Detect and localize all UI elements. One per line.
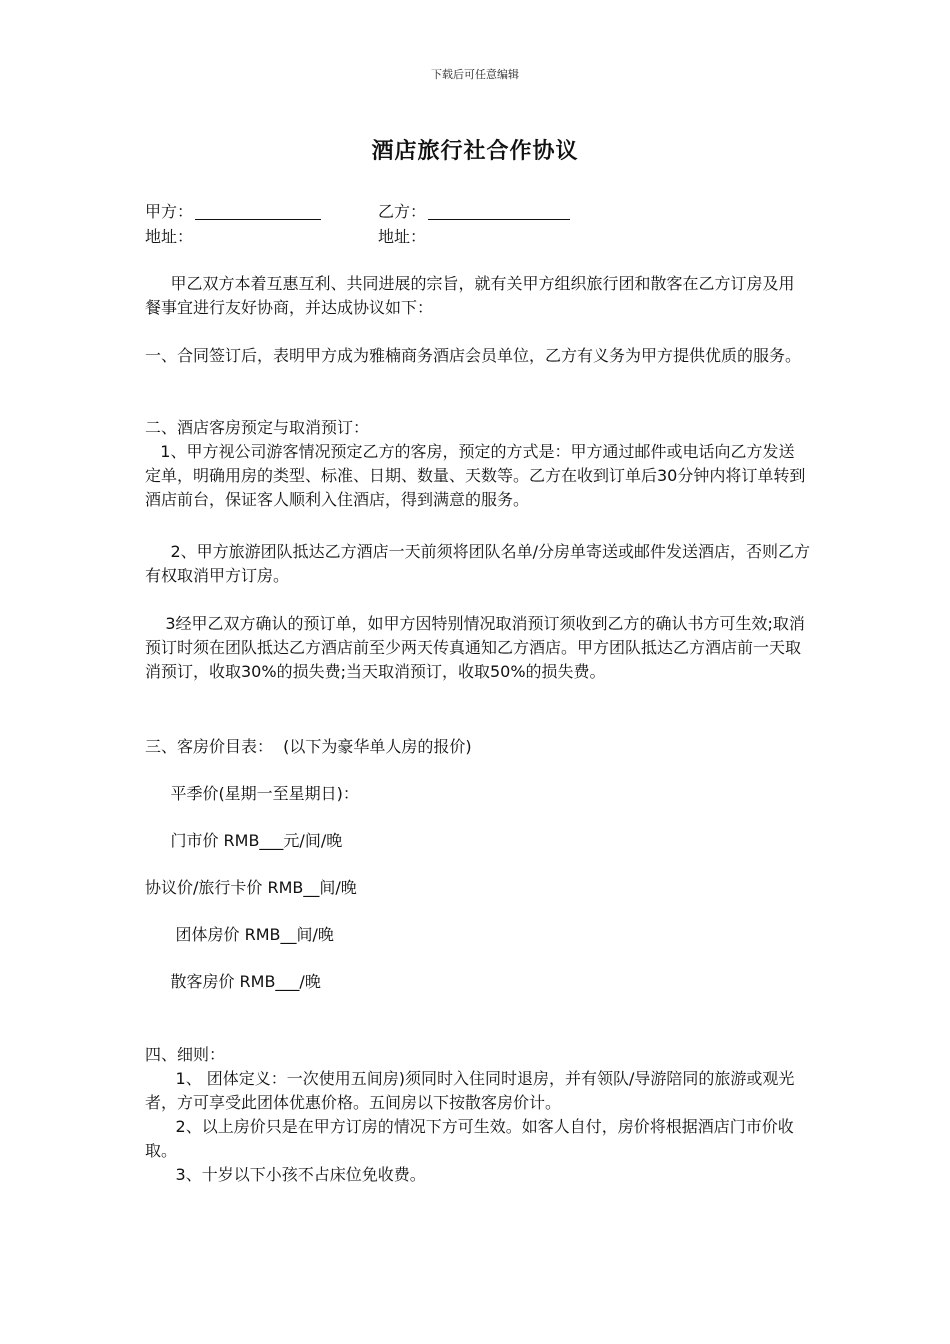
section-4-item-3: 3、十岁以下小孩不占床位免收费。 (145, 1165, 426, 1184)
section-2-heading: 二、酒店客房预定与取消预订： (145, 418, 370, 437)
address-a (145, 225, 378, 249)
section-4-item-2: 2、以上房价只是在甲方订房的情况下方可生效。如客人自付，房价将根据酒店门市价收取。 (145, 1117, 794, 1160)
section-2-item-3: 3经甲乙双方确认的预订单，如甲方因特别情况取消预订须收到乙方的确认书方可生效;取消预订时须在团队抵达乙方酒店前至少两天传真通知乙方酒店。甲方团队抵达乙方酒店前一天取消预订，收取30%的损失费;当天取消预订，收取50%的损失费。 (145, 614, 805, 681)
party-a-blank (195, 205, 321, 220)
address-b (378, 225, 611, 249)
season-rate-label: 平季价(星期一至星期日)： (145, 784, 359, 803)
header-note: 下载后可任意编辑 (431, 68, 519, 81)
party-b-label: 乙方： (378, 202, 427, 221)
section-4-item-1: 1、 团体定义：一次使用五间房)须同时入住同时退房，并有领队/导游陪同的旅游或观光者，方可享受此团体优惠价格。五间房以下按散客房价计。 (145, 1069, 795, 1112)
document-title: 酒店旅行社合作协议 (371, 138, 579, 164)
party-a (145, 200, 378, 224)
party-b-blank (428, 205, 570, 220)
door-rate: 门市价 RMB___元/间/晚 (145, 831, 343, 850)
intro-paragraph: 甲乙双方本着互惠互利、共同进展的宗旨，就有关甲方组织旅行团和散客在乙方订房及用餐事宜进行友好协商，并达成协议如下： (145, 274, 795, 317)
address-b-label: 地址： (378, 227, 427, 246)
section-3-heading: 三、客房价目表： (以下为豪华单人房的报价) (145, 737, 472, 756)
party-b (378, 200, 611, 224)
section-4-heading: 四、细则： (145, 1045, 226, 1064)
address-a-label: 地址： (145, 227, 194, 246)
section-2-item-2: 2、甲方旅游团队抵达乙方酒店一天前须将团队名单/分房单寄送或邮件发送酒店，否则乙方有权取消甲方订房。 (145, 542, 811, 585)
section-2-item-1: 1、甲方视公司游客情况预定乙方的客房，预定的方式是：甲方通过邮件或电话向乙方发送定单，明确用房的类型、标准、日期、数量、天数等。乙方在收到订单后30分钟内将订单转到酒店前台，保证客人顺利入住酒店，得到满意的服务。 (145, 442, 806, 509)
party-row (145, 200, 611, 224)
agreement-rate: 协议价/旅行卡价 RMB__间/晚 (145, 878, 357, 897)
section-1: 一、合同签订后，表明甲方成为雅楠商务酒店会员单位，乙方有义务为甲方提供优质的服务。 (145, 346, 802, 365)
party-a-label: 甲方： (145, 202, 194, 221)
address-row (145, 225, 611, 249)
individual-rate: 散客房价 RMB___/晚 (145, 972, 321, 991)
group-rate: 团体房价 RMB__间/晚 (145, 925, 334, 944)
